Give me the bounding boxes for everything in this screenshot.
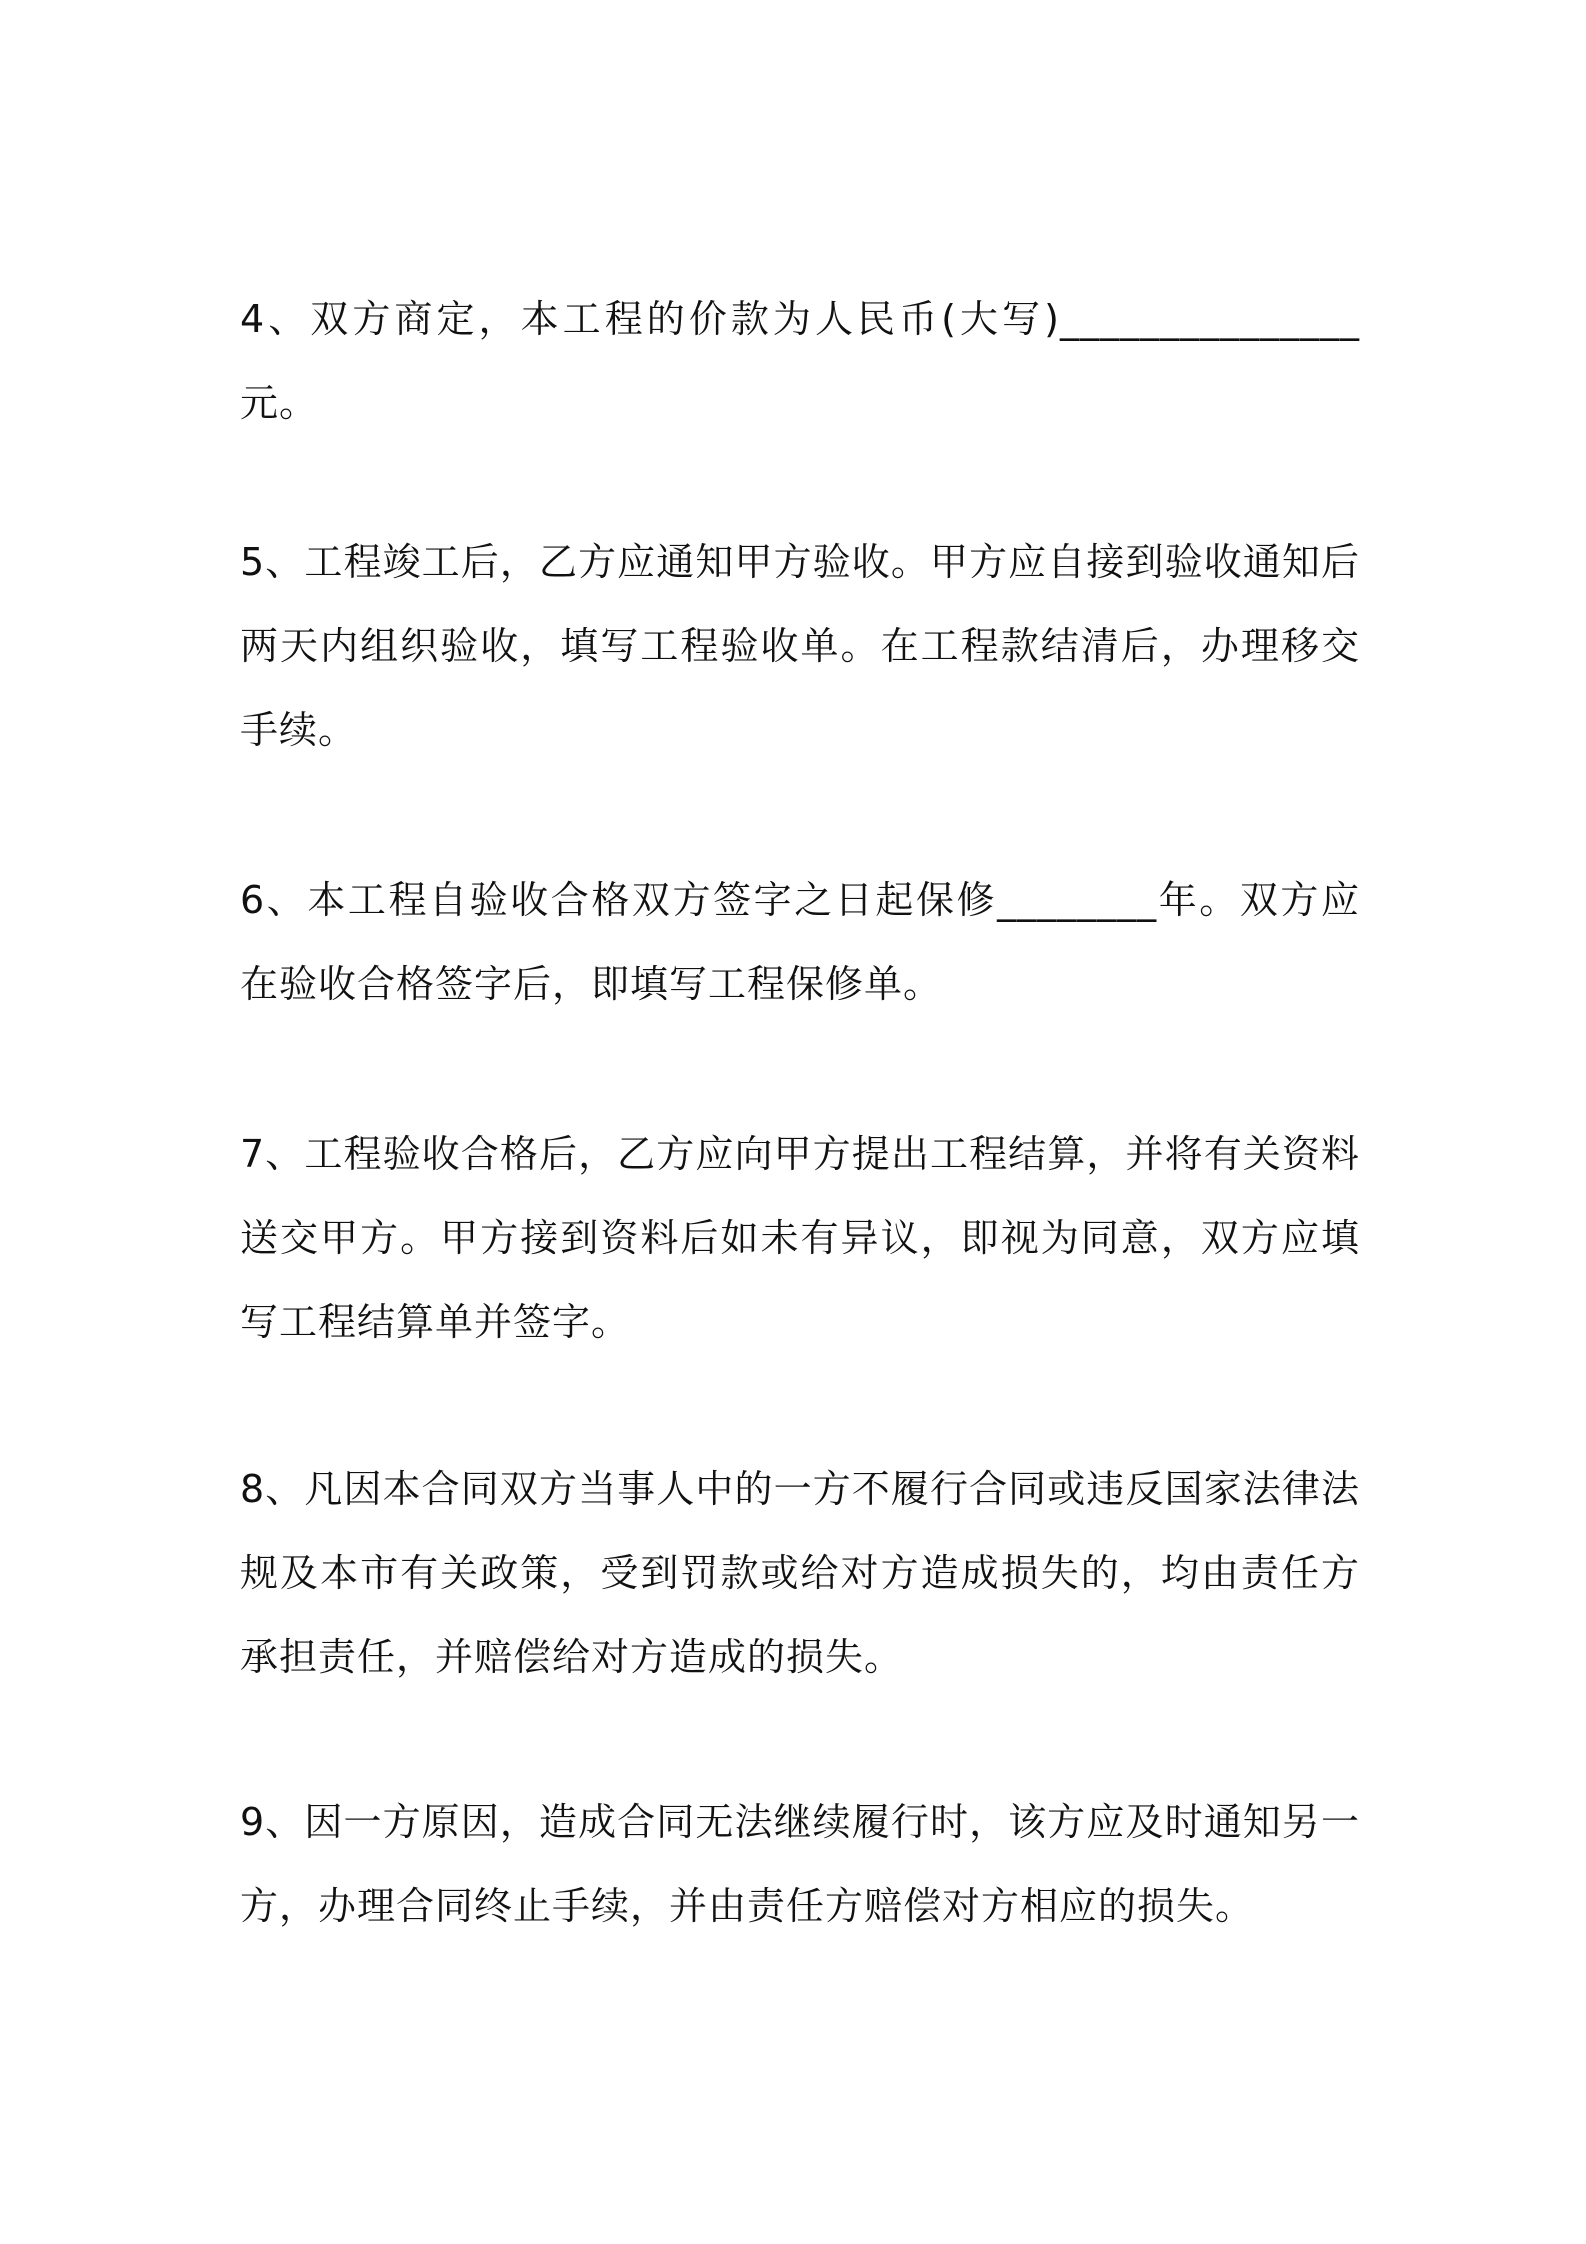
clause-8-liability: 8、凡因本合同双方当事人中的一方不履行合同或违反国家法律法规及本市有关政策，受到罚款或给对方造成损失的，均由责任方承担责任，并赔偿给对方造成的损失。 — [240, 1467, 1360, 1679]
clause-9-termination: 9、因一方原因，造成合同无法继续履行时，该方应及时通知另一方，办理合同终止手续，并由责任方赔偿对方相应的损失。 — [240, 1800, 1360, 1928]
clause-5-acceptance: 5、工程竣工后，乙方应通知甲方验收。甲方应自接到验收通知后两天内组织验收，填写工程验收单。在工程款结清后，办理移交手续。 — [240, 540, 1360, 752]
clause-7-settlement: 7、工程验收合格后，乙方应向甲方提出工程结算，并将有关资料送交甲方。甲方接到资料后如未有异议，即视为同意，双方应填写工程结算单并签字。 — [240, 1132, 1360, 1344]
clause-4-price: 4、双方商定，本工程的价款为人民币(大写)_______________元。 — [240, 297, 1360, 425]
clause-6-warranty: 6、本工程自验收合格双方签字之日起保修________年。双方应在验收合格签字后，即填写工程保修单。 — [240, 878, 1360, 1006]
